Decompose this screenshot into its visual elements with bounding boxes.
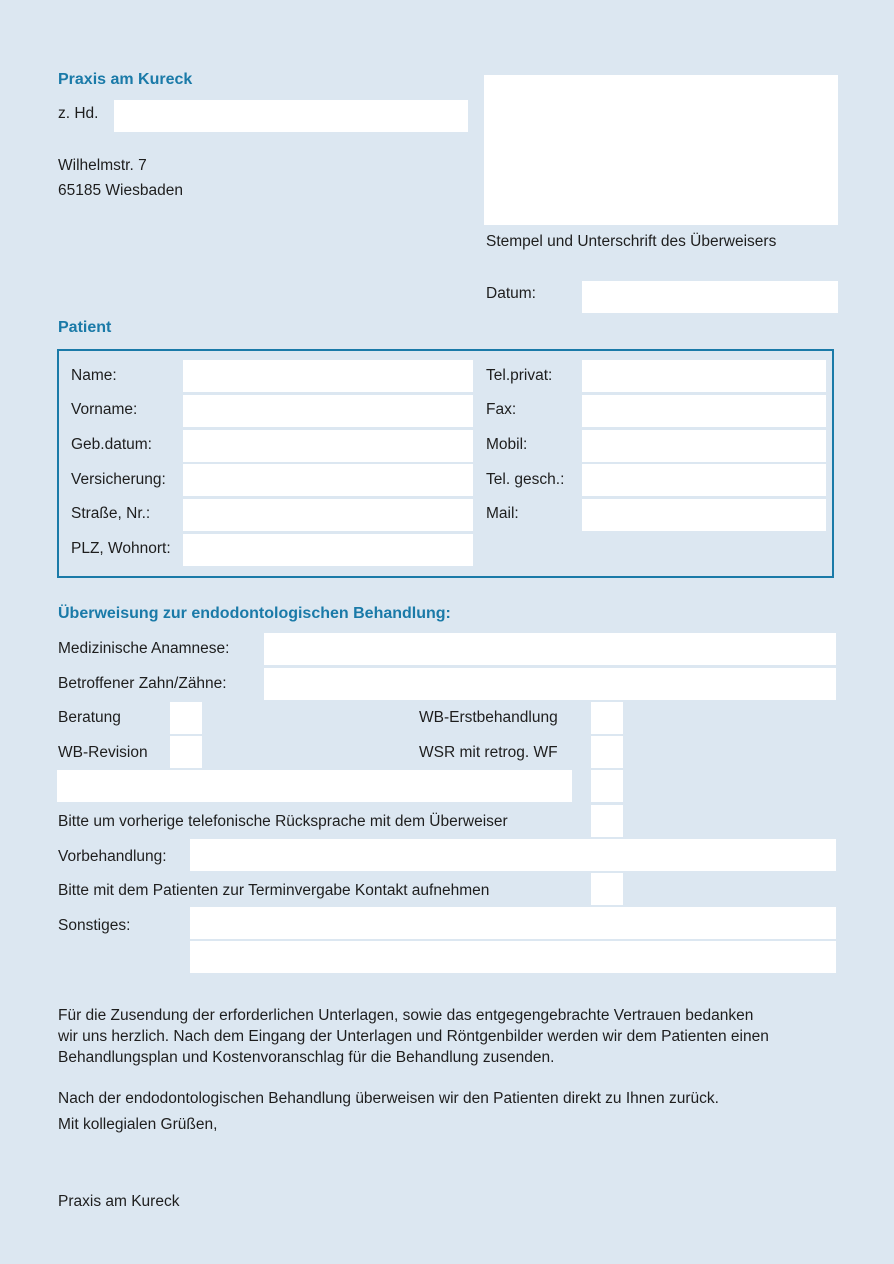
callback-checkbox[interactable] xyxy=(591,805,623,837)
phone-private-label: Tel.privat: xyxy=(486,367,553,384)
tooth-label: Betroffener Zahn/Zähne: xyxy=(58,675,227,692)
wsr-checkbox[interactable] xyxy=(591,736,623,768)
anamnesis-field[interactable] xyxy=(264,633,836,665)
firstname-label: Vorname: xyxy=(71,401,138,418)
phone-business-label: Tel. gesch.: xyxy=(486,471,565,488)
city: 65185 Wiesbaden xyxy=(58,182,183,199)
other-label: Sonstiges: xyxy=(58,917,131,934)
referral-heading: Überweisung zur endodontologischen Behandlung: xyxy=(58,605,451,622)
first-treatment-label: WB-Erstbehandlung xyxy=(419,709,558,726)
anamnesis-label: Medizinische Anamnese: xyxy=(58,640,230,657)
signature: Praxis am Kureck xyxy=(58,1193,180,1210)
fax-field[interactable] xyxy=(582,395,826,427)
insurance-label: Versicherung: xyxy=(71,471,166,488)
thanks-paragraph xyxy=(58,1005,848,1068)
thanks-line-3: Behandlungsplan und Kostenvoranschlag für die Behandlung zusenden. xyxy=(58,1049,555,1066)
street: Wilhelmstr. 7 xyxy=(58,157,147,174)
mobile-label: Mobil: xyxy=(486,436,528,453)
mail-label: Mail: xyxy=(486,505,519,522)
consultation-checkbox[interactable] xyxy=(170,702,202,734)
phone-private-field[interactable] xyxy=(582,360,826,392)
date-label: Datum: xyxy=(486,285,536,302)
other-field-line1[interactable] xyxy=(190,907,836,939)
stamp-caption: Stempel und Unterschrift des Überweisers xyxy=(486,233,777,250)
custom-option-field[interactable] xyxy=(57,770,572,802)
contact-label: Bitte mit dem Patienten zur Terminvergabe Kontakt aufnehmen xyxy=(58,882,490,899)
birthdate-label: Geb.datum: xyxy=(71,436,152,453)
stamp-signature-box[interactable] xyxy=(484,75,838,225)
thanks-line-1: Für die Zusendung der erforderlichen Unterlagen, sowie das entgegengebrachte Vertrauen bedanken xyxy=(58,1007,754,1024)
zip-city-field[interactable] xyxy=(183,534,473,566)
firstname-field[interactable] xyxy=(183,395,473,427)
first-treatment-checkbox[interactable] xyxy=(591,702,623,734)
attn-label: z. Hd. xyxy=(58,105,99,122)
pretreatment-label: Vorbehandlung: xyxy=(58,848,167,865)
thanks-line-2: wir uns herzlich. Nach dem Eingang der Unterlagen und Röntgenbilder werden wir dem Patienten einen xyxy=(58,1028,769,1045)
other-field-line2[interactable] xyxy=(190,941,836,973)
street-field[interactable] xyxy=(183,499,473,531)
fax-label: Fax: xyxy=(486,401,517,418)
return-paragraph: Nach der endodontologischen Behandlung überweisen wir den Patienten direkt zu Ihnen zurück. xyxy=(58,1090,719,1107)
name-field[interactable] xyxy=(183,360,473,392)
greeting: Mit kollegialen Grüßen, xyxy=(58,1116,218,1133)
insurance-field[interactable] xyxy=(183,464,473,496)
patient-heading: Patient xyxy=(58,319,112,336)
wsr-label: WSR mit retrog. WF xyxy=(419,744,558,761)
tooth-field[interactable] xyxy=(264,668,836,700)
revision-label: WB-Revision xyxy=(58,744,148,761)
attn-field[interactable] xyxy=(114,100,468,132)
revision-checkbox[interactable] xyxy=(170,736,202,768)
pretreatment-field[interactable] xyxy=(190,839,836,871)
custom-option-checkbox[interactable] xyxy=(591,770,623,802)
callback-label: Bitte um vorherige telefonische Rücksprache mit dem Überweiser xyxy=(58,813,508,830)
consultation-label: Beratung xyxy=(58,709,121,726)
birthdate-field[interactable] xyxy=(183,430,473,462)
street-label: Straße, Nr.: xyxy=(71,505,151,522)
date-field[interactable] xyxy=(582,281,838,313)
phone-business-field[interactable] xyxy=(582,464,826,496)
practice-name: Praxis am Kureck xyxy=(58,71,193,88)
mobile-field[interactable] xyxy=(582,430,826,462)
mail-field[interactable] xyxy=(582,499,826,531)
zip-city-label: PLZ, Wohnort: xyxy=(71,540,171,557)
contact-checkbox[interactable] xyxy=(591,873,623,905)
name-label: Name: xyxy=(71,367,117,384)
